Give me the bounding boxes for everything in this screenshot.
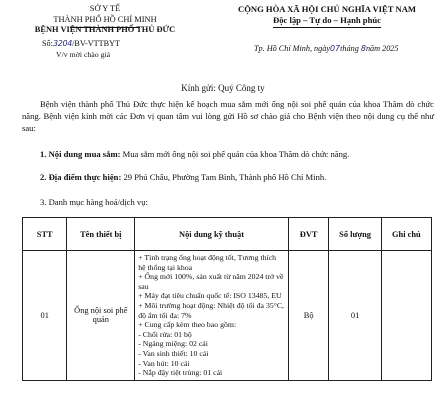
header-stt: STT: [23, 218, 67, 251]
spec-line: - Van sinh thiết: 10 cái: [138, 348, 209, 358]
country-name: CỘNG HÒA XÃ HỘI CHỦ NGHĨA VIỆT NAM: [237, 4, 417, 14]
date-year: năm 2025: [365, 44, 399, 53]
cell-stt: 01: [23, 251, 67, 381]
spec-line: - Nắp đậy tiệt trùng: 01 cái: [138, 368, 223, 378]
date-month-label: tháng: [340, 44, 359, 53]
issuer-underline: [70, 27, 140, 28]
spec-line: - Ngáng miệng: 02 cái: [138, 339, 208, 349]
location-text: 29 Phú Châu, Phường Tam Bình, Thành phố Hồ Chí Minh.: [121, 172, 327, 182]
spec-line: + Môi trường hoạt động: Nhiệt độ tối đa 35°C, độ ẩm tối đa: 7%: [138, 300, 285, 320]
goods-table: [22, 217, 432, 381]
doc-number-suffix: /BV-VTTBYT: [72, 39, 121, 48]
spec-line: - Chổi rửa: 01 bộ: [138, 329, 192, 339]
cell-specs: [135, 251, 289, 381]
cell-device-name: Ống nội soi phế quản: [67, 251, 135, 381]
spec-line: + Máy đạt tiêu chuẩn quốc tế: ISO 13485, EU: [138, 291, 282, 301]
header-quantity: Số lượng: [329, 218, 381, 251]
location-label: 2. Địa điểm thực hiện:: [40, 172, 122, 182]
header-unit: ĐVT: [288, 218, 329, 251]
document-number: [42, 39, 120, 49]
doc-number-handwritten: 3204: [52, 39, 73, 48]
issuer-header: [20, 4, 190, 36]
doc-number-prefix: Số:: [42, 39, 53, 48]
header-specs: Nội dung kỹ thuật: [135, 218, 289, 251]
header-device-name: Tên thiết bị: [67, 218, 135, 251]
date-day: 07: [329, 44, 341, 53]
intro-text: Bệnh viện thành phố Thủ Đức thực hiện kế hoạch mua sắm mới ống nội soi phế quản của khoa Thăm dò chức năng. Bệnh viện kính mời các Đơn vị quan tâm vui lòng gửi Hồ sơ chào giá cho Bệnh viện theo nội dung cụ thể như sau:: [22, 99, 434, 133]
date-month: 8: [360, 44, 366, 53]
spec-line: + Cung cấp kèm theo bao gồm:: [138, 320, 237, 330]
cell-note: [381, 251, 431, 381]
issuer-hospital: BỆNH VIỆN THÀNH PHỐ THỦ ĐỨC: [34, 25, 176, 35]
purchase-content-text: Mua sắm mới ống nội soi phế quản của khoa Thăm dò chức năng.: [120, 149, 350, 159]
cell-unit: Bộ: [288, 251, 329, 381]
intro-paragraph: [22, 98, 434, 134]
national-header: [212, 4, 442, 28]
date-prefix: Tp. Hồ Chí Minh, ngày: [254, 44, 330, 53]
goods-list-heading: [22, 196, 434, 208]
issuer-city: THÀNH PHỐ HỒ CHÍ MINH: [53, 14, 157, 24]
header-note: Ghi chú: [381, 218, 431, 251]
purchase-content: [22, 148, 434, 160]
goods-list-label: 3. Danh mục hàng hoá/dịch vụ:: [40, 197, 148, 207]
greeting: Kính gửi: Quý Công ty: [181, 83, 265, 93]
spec-line: - Van hút: 10 cái: [138, 358, 190, 368]
table-row: [23, 251, 432, 381]
purchase-content-label: 1. Nội dung mua sắm:: [40, 149, 121, 159]
document-subject: V/v mời chào giá: [56, 50, 111, 59]
national-motto: Độc lập – Tự do – Hạnh phúc: [273, 15, 381, 28]
table-header-row: [23, 218, 432, 251]
location: [22, 171, 434, 183]
document-date: [254, 44, 398, 53]
spec-line: + Ống mới 100%, sản xuất từ năm 2024 trở về sau: [138, 272, 284, 291]
issuer-department: SỞ Y TẾ: [89, 4, 121, 13]
cell-quantity: 01: [329, 251, 381, 381]
spec-line: + Tình trạng ống hoạt động tốt, Tương thích hệ thống tại khoa: [138, 253, 277, 272]
